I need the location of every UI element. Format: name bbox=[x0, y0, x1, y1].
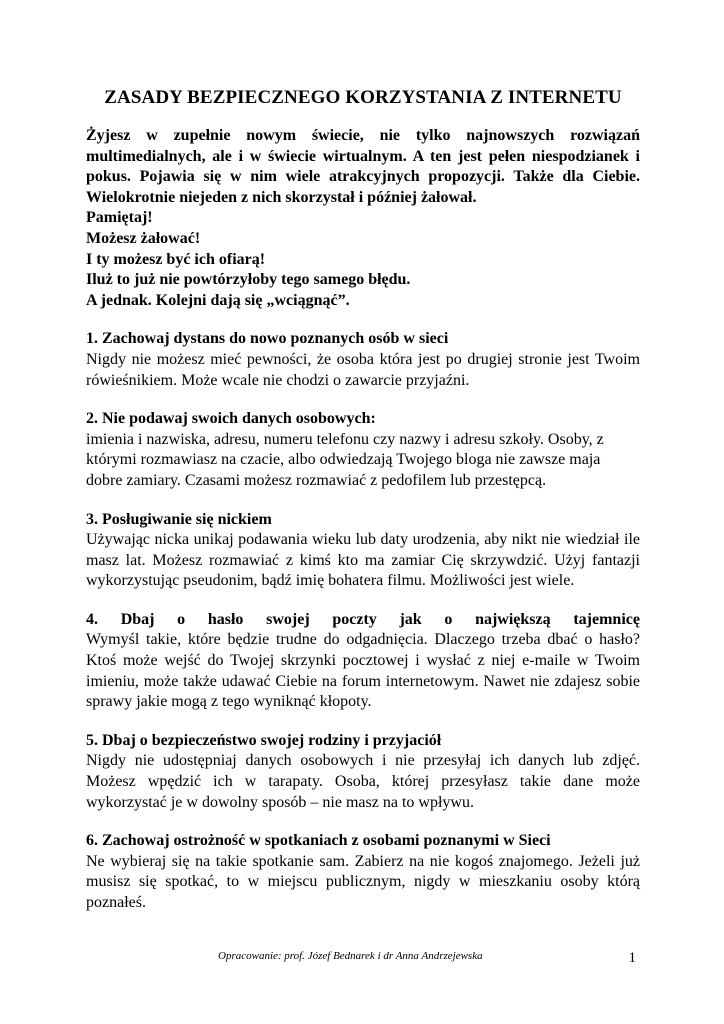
rule-body: Używając nicka unikaj podawania wieku lub daty urodzenia, aby nikt nie wiedział ile masz lat. Możesz rozmawiać z kimś kto ma zamiar Cię skrzywdzić. Użyj fantazji wykorzystując pseudonim, bądź imię bohatera filmu. Możliwości jest wiele. bbox=[86, 531, 640, 590]
rule-heading: 6. Zachowaj ostrożność w spotkaniach z osobami poznanymi w Sieci bbox=[86, 832, 551, 850]
intro-line: Iluż to już nie powtórzyłoby tego samego błędu. bbox=[86, 271, 411, 289]
rule-2 bbox=[86, 409, 640, 491]
rule-body: Nigdy nie udostępniaj danych osobowych i nie przesyłaj ich danych lub zdjęć. Możesz wpędzić ich w tarapaty. Osoba, której przesyłasz takie dane może wykorzystać je w dowolny sposób – nie masz na to wpływu. bbox=[86, 752, 640, 811]
heading-word: o bbox=[177, 610, 186, 628]
intro-paragraph: Żyjesz w zupełnie nowym świecie, nie tylko najnowszych rozwiązań multimedialnych, ale i w świecie wirtualnym. A ten jest pełen niespodzianek i pokus. Pojawia się w nim wiele atrakcyjnych propozycji. Także dla Ciebie. Wielokrotnie niejeden z nich skorzystał i później żałował. bbox=[86, 127, 640, 206]
heading-word: hasło bbox=[207, 610, 244, 628]
rule-heading-spread bbox=[86, 610, 640, 631]
rule-5 bbox=[86, 731, 640, 813]
page-number: 1 bbox=[628, 950, 636, 966]
intro-line: Pamiętaj! bbox=[86, 209, 153, 227]
heading-word: Dbaj bbox=[120, 610, 155, 628]
heading-word: poczty bbox=[332, 610, 377, 628]
intro-line: Możesz żałować! bbox=[86, 229, 201, 247]
intro-line: I ty możesz być ich ofiarą! bbox=[86, 250, 266, 268]
rule-6 bbox=[86, 831, 640, 913]
heading-word: swojej bbox=[266, 610, 310, 628]
rule-1 bbox=[86, 329, 640, 391]
rule-3 bbox=[86, 510, 640, 592]
document-title: ZASADY BEZPIECZNEGO KORZYSTANIA Z INTERNETU bbox=[104, 87, 622, 108]
heading-word: jak bbox=[399, 610, 422, 628]
rule-heading: 2. Nie podawaj swoich danych osobowych: bbox=[86, 410, 376, 428]
heading-word: tajemnicę bbox=[573, 610, 640, 628]
rule-heading: 3. Posługiwanie się nickiem bbox=[86, 510, 272, 528]
heading-word: największą bbox=[475, 610, 551, 628]
heading-word: o bbox=[444, 610, 453, 628]
rule-heading: 5. Dbaj o bezpieczeństwo swojej rodziny i przyjaciół bbox=[86, 731, 442, 749]
rule-body: Nigdy nie możesz mieć pewności, że osoba która jest po drugiej stronie jest Twoim rówieśnikiem. Może wcale nie chodzi o zawarcie przyjaźni. bbox=[86, 350, 640, 389]
rule-heading: 1. Zachowaj dystans do nowo poznanych osób w sieci bbox=[86, 330, 449, 348]
rule-4 bbox=[86, 610, 640, 713]
rule-body: Ne wybieraj się na takie spotkanie sam. Zabierz na nie kogoś znajomego. Jeżeli już musisz się spotkać, to w miejscu publicznym, nigdy w mieszkaniu osoby którą poznałeś. bbox=[86, 852, 640, 911]
document-page bbox=[86, 86, 640, 932]
footer-credit: Opracowanie: prof. Józef Bednarek i dr Anna Andrzejewska bbox=[218, 950, 483, 962]
rule-body: Wymyśl takie, które będzie trudne do odgadnięcia. Dlaczego trzeba dbać o hasło? Ktoś może wejść do Twojej skrzynki pocztowej i wysłać z niej e-maile w Twoim imieniu, może także udawać Ciebie na forum internetowym. Nawet nie zdajesz sobie sprawy jakie mogą z tego wyniknąć kłopoty. bbox=[86, 631, 640, 711]
heading-word: 4. bbox=[86, 610, 98, 628]
rule-body: imienia i nazwiska, adresu, numeru telefonu czy nazwy i adresu szkoły. Osoby, z którymi rozmawiasz na czacie, albo odwiedzają Twojego bloga nie zawsze maja dobre zamiary. Czasami możesz rozmawiać z pedofilem lub przestępcą. bbox=[86, 430, 604, 489]
intro-section bbox=[86, 126, 640, 311]
intro-line: A jednak. Kolejni dają się „wciągnąć”. bbox=[86, 291, 350, 309]
